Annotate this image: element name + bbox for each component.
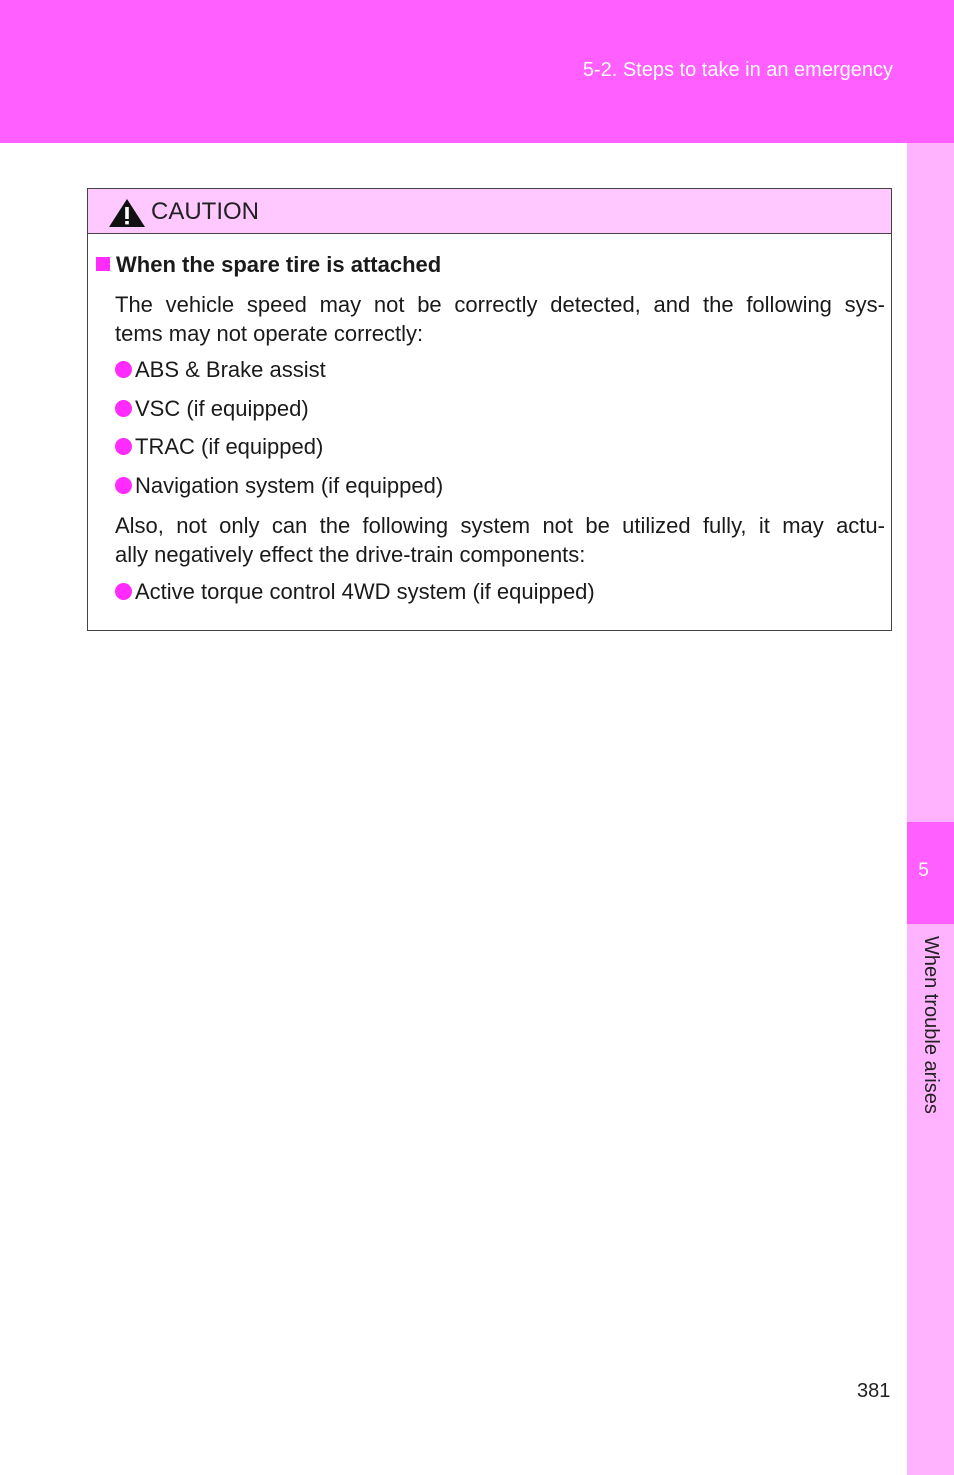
paragraph-2: [115, 511, 885, 569]
section-heading-text: When the spare tire is attached: [116, 252, 442, 277]
section-heading: [96, 252, 441, 278]
list-item-text: ABS & Brake assist: [135, 357, 326, 382]
caution-header: [88, 189, 891, 234]
paragraph-2-line-1: Also, not only can the following system not be utilized fully, it may actu-: [115, 513, 885, 538]
chapter-title: When trouble arises: [920, 936, 942, 1114]
caution-box: [87, 188, 892, 631]
list-item-text: VSC (if equipped): [135, 396, 309, 421]
list-item: [115, 579, 595, 605]
chapter-number: 5: [918, 860, 929, 881]
warning-triangle-icon: [108, 198, 146, 228]
page-number: 381: [857, 1380, 891, 1402]
list-item-text: Active torque control 4WD system (if equipped): [135, 579, 595, 604]
section-title: 5-2. Steps to take in an emergency: [582, 59, 893, 81]
list-item: [115, 357, 326, 383]
bullet-dot-icon: [115, 361, 132, 378]
paragraph-1-line-1: The vehicle speed may not be correctly detected, and the following sys-: [115, 292, 885, 317]
list-item: [115, 434, 323, 460]
paragraph-1-line-2: tems may not operate correctly:: [115, 321, 424, 346]
caution-title: CAUTION: [151, 198, 259, 225]
bullet-dot-icon: [115, 583, 132, 600]
list-item-text: TRAC (if equipped): [135, 434, 324, 459]
paragraph-1: [115, 290, 885, 348]
bullet-dot-icon: [115, 477, 132, 494]
square-bullet-icon: [96, 257, 110, 271]
chapter-tab[interactable]: [907, 822, 954, 924]
header-bar: [0, 0, 954, 143]
side-tab: [907, 143, 954, 1475]
list-item-text: Navigation system (if equipped): [135, 473, 444, 498]
list-item: [115, 396, 309, 422]
list-item: [115, 473, 443, 499]
paragraph-2-line-2: ally negatively effect the drive-train components:: [115, 542, 586, 567]
bullet-dot-icon: [115, 400, 132, 417]
bullet-dot-icon: [115, 438, 132, 455]
